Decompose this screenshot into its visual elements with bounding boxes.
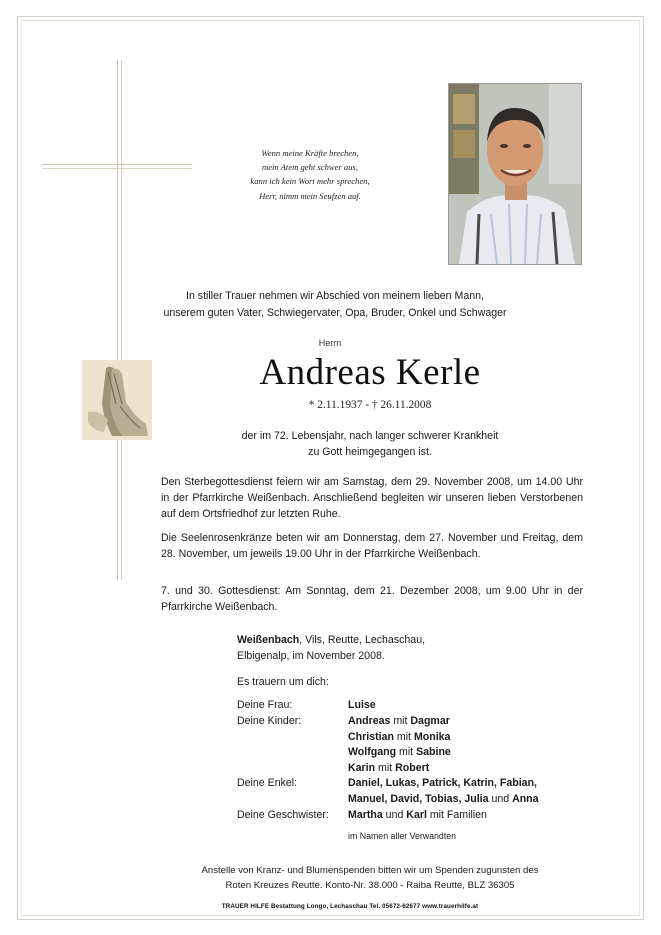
child-connector: mit <box>390 715 411 727</box>
place-line2: Elbigenalp, im November 2008. <box>237 650 385 662</box>
rosary-paragraph: Die Seelenrosenkränze beten wir am Donnerstag, dem 27. November und Freitag, dem 28. November, um jeweils 19.00 Uhr in der Pfarrkirche Weißenbach. <box>161 532 583 560</box>
memorial-mass-paragraph: 7. und 30. Gottesdienst: Am Sonntag, dem 21. Dezember 2008, um 9.00 Uhr in der Pfarrkirche Weißenbach. <box>161 585 583 613</box>
child-partner: Robert <box>395 762 430 774</box>
child-partner: Dagmar <box>410 715 450 727</box>
child-partner: Monika <box>413 731 451 743</box>
relatives-note: im Namen aller Verwandten <box>348 831 457 841</box>
place-and-date <box>237 632 537 664</box>
cross-horizontal-line <box>42 164 192 165</box>
undertaker-info: TRAUER HILFE Bestattung Longo, Lechaschau Tel. 05672-62677 www.trauerhilfe.at <box>221 903 479 910</box>
poem <box>220 146 400 203</box>
connector: und <box>382 809 407 821</box>
salutation: Herrn <box>318 338 342 348</box>
poem-line: kann ich kein Wort mehr sprechen, <box>250 176 370 187</box>
mourner-label: Deine Enkel: <box>237 777 298 789</box>
cross-vertical-line <box>117 60 118 580</box>
donation-note <box>160 863 580 893</box>
age-line: der im 72. Lebensjahr, nach langer schwerer Krankheit <box>241 430 499 442</box>
child-name: Karin <box>348 762 376 774</box>
place-town: Weißenbach <box>237 634 300 646</box>
life-dates: * 2.11.1937 - † 26.11.2008 <box>308 399 432 411</box>
portrait-photo <box>448 83 582 265</box>
grandchild-name: Anna <box>512 793 539 805</box>
sibling-name: Martha <box>348 809 383 821</box>
child-connector: mit <box>375 762 396 774</box>
cross-vertical-line-shadow <box>121 60 122 580</box>
funeral-service-paragraph: Den Sterbegottesdienst feiern wir am Samstag, dem 29. November 2008, um 14.00 Uhr in der Pfarrkirche Weißenbach. Anschließend begleiten wir unseren lieben Verstorbenen auf dem Ortsfriedhof zur letzten Ruhe. <box>161 476 583 520</box>
poem-line: Wenn meine Kräfte brechen, <box>261 148 359 158</box>
siblings-rest: mit Familien <box>426 809 487 821</box>
place-rest: , Vils, Reutte, Lechaschau, <box>299 634 426 646</box>
intro-line: unserem guten Vater, Schwiegervater, Opa, Bruder, Onkel und Schwager <box>163 307 507 319</box>
donation-line: Anstelle von Kranz- und Blumenspenden bitten wir um Spenden zugunsten des <box>201 865 539 876</box>
mourner-label: Deine Frau: <box>237 699 293 711</box>
child-connector: mit <box>393 731 414 743</box>
grandchildren-line: Daniel, Lukas, Patrick, Katrin, Fabian, <box>348 777 537 789</box>
cross-horizontal-line-shadow <box>42 168 192 169</box>
intro-text <box>150 288 520 322</box>
mourner-label: Deine Kinder: <box>237 715 302 727</box>
sibling-name: Karl <box>406 809 427 821</box>
mourner-label: Deine Geschwister: <box>237 809 329 821</box>
connector: und <box>488 793 513 805</box>
poem-line: Herr, nimm mein Seufzen auf. <box>259 190 361 201</box>
age-line: zu Gott heimgegangen ist. <box>308 446 432 458</box>
child-partner: Sabine <box>416 746 451 758</box>
mourners-heading: Es trauern um dich: <box>237 676 329 688</box>
deceased-name: Andreas Kerle <box>259 352 481 393</box>
child-name: Wolfgang <box>348 746 397 758</box>
mourner-name: Luise <box>348 699 376 711</box>
child-connector: mit <box>396 746 417 758</box>
intro-line: In stiller Trauer nehmen wir Abschied von meinem lieben Mann, <box>186 290 484 302</box>
child-name: Andreas <box>348 715 391 727</box>
age-text <box>190 428 550 460</box>
praying-hands-image <box>82 360 152 440</box>
grandchildren-line: Manuel, David, Tobias, Julia <box>348 793 489 805</box>
child-name: Christian <box>348 731 394 743</box>
poem-line: mein Atem geht schwer aus, <box>261 162 359 173</box>
donation-line: Roten Kreuzes Reutte. Konto-Nr. 38.000 - Raiba Reutte, BLZ 36305 <box>225 880 515 891</box>
